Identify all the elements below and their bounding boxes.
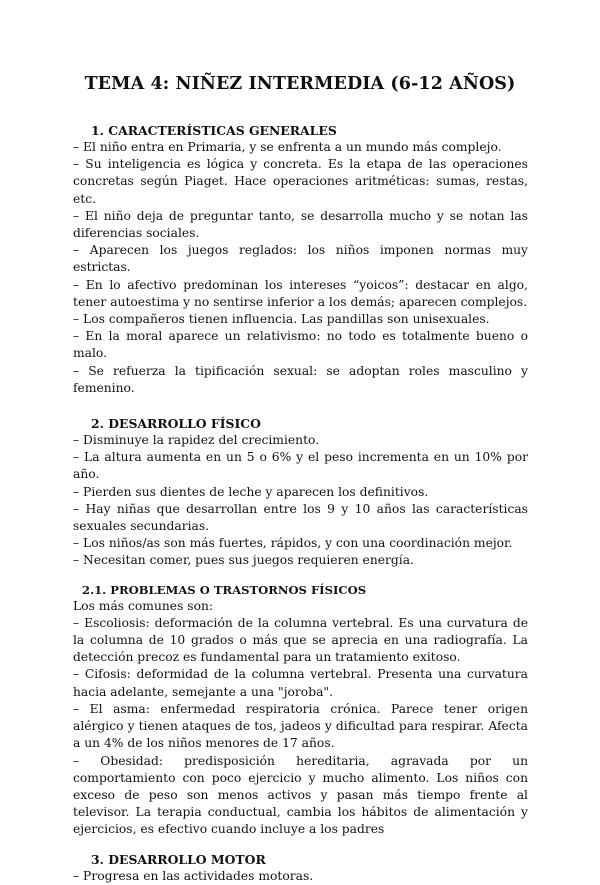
paragraph: – Aparecen los juegos reglados: los niños imponen normas muy estrictas. [73,243,528,275]
section-heading-caracteristicas: 1. CARACTERÍSTICAS GENERALES [91,123,337,138]
paragraph: – Obesidad: predisposición hereditaria, agravada por un comportamiento con poco ejercicio y mucho alimento. Los niños con exceso de peso son menos activos y pasan más tiempo frente al televisor. La terapia conductual, cambia los hábitos de alimentación y ejercicios, es efectivo cuando incluye a los padres [73,753,528,837]
paragraph: – La altura aumenta en un 5 o 6% y el peso incrementa en un 10% por año. [73,450,528,482]
document-body [73,122,528,885]
document-title: TEMA 4: NIÑEZ INTERMEDIA (6-12 AÑOS) [84,74,516,94]
paragraph: – Disminuye la rapidez del crecimiento. [73,433,320,448]
paragraph: – Cifosis: deformidad de la columna vertebral. Presenta una curvatura hacia adelante, semejante a una "joroba". [73,667,528,699]
paragraph: – El niño deja de preguntar tanto, se desarrolla mucho y se notan las diferencias sociales. [73,208,528,241]
paragraph: – En lo afectivo predominan los intereses “yoicos”: destacar en algo, tener autoestima y no sentirse inferior a los demás; aparecen complejos. [73,277,528,309]
section-heading-desarrollo-fisico: 2. DESARROLLO FÍSICO [91,416,261,432]
paragraph: – Se refuerza la tipificación sexual: se adoptan roles masculino y femenino. [73,363,528,395]
section-heading-desarrollo-motor: 3. DESARROLLO MOTOR [91,851,266,867]
paragraph: – En la moral aparece un relativismo: no todo es totalmente bueno o malo. [73,329,528,361]
paragraph: – Progresa en las actividades motoras. [73,868,314,883]
paragraph: – El asma: enfermedad respiratoria crónica. Parece tener origen alérgico y tienen ataques de tos, jadeos y dificultad para respirar. Afecta a un 4% de los niños menores de 17 años. [73,701,528,751]
paragraph: – Pierden sus dientes de leche y aparecen los definitivos. [73,484,429,499]
paragraph: – Los compañeros tienen influencia. Las pandillas son unisexuales. [73,312,490,327]
paragraph: – Escoliosis: deformación de la columna vertebral. Es una curvatura de la columna de 10 grados o más que se aprecia en una radiografía. La detección precoz es fundamental para un tratamiento exitoso. [73,615,528,665]
paragraph: – Los niños/as son más fuertes, rápidos, y con una coordinación mejor. [73,536,513,551]
subsection-heading-problemas: 2.1. PROBLEMAS O TRASTORNOS FÍSICOS [82,582,367,597]
paragraph: – Su inteligencia es lógica y concreta. Es la etapa de las operaciones concretas según Piaget. Hace operaciones aritméticas: sumas, restas, etc. [73,157,528,206]
paragraph: Los más comunes son: [73,598,214,613]
paragraph: – El niño entra en Primaria, y se enfrenta a un mundo más complejo. [73,140,502,154]
paragraph: – Necesitan comer, pues sus juegos requieren energía. [73,553,414,568]
paragraph: – Hay niñas que desarrollan entre los 9 y 10 años las características sexuales secundarias. [73,501,528,534]
